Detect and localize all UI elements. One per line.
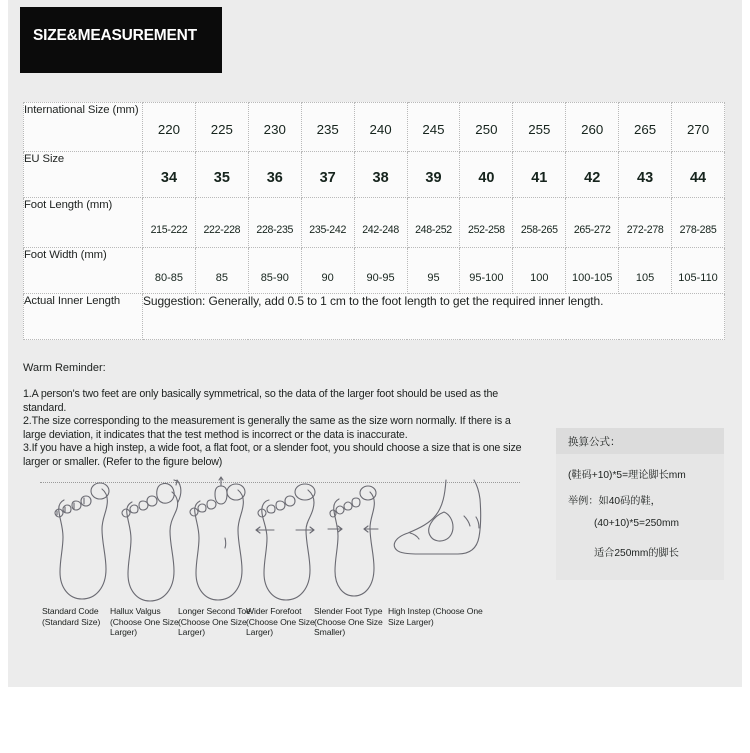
table-cell: 100-105 <box>566 248 619 294</box>
row-label-actual-inner-length: Actual Inner Length <box>24 294 143 340</box>
table-cell: 252-258 <box>460 198 513 248</box>
title-banner <box>20 7 222 73</box>
conversion-formula-line: 适合250mm的脚长 <box>594 548 679 559</box>
table-cell: 222-228 <box>195 198 248 248</box>
figure-caption: Standard Code (Standard Size) <box>42 606 101 627</box>
table-row <box>24 248 725 294</box>
figure-caption: High Instep (Choose One Size Larger) <box>388 606 483 627</box>
row-label-foot-length: Foot Length (mm) <box>24 198 143 248</box>
table-cell: 43 <box>619 152 672 198</box>
row-label-international-size: International Size (mm) <box>24 103 143 152</box>
table-cell: 225 <box>195 103 248 152</box>
table-cell: 265 <box>619 103 672 152</box>
size-chart-table <box>23 102 725 340</box>
warm-reminder-note: 1.A person's two feet are only basically symmetrical, so the data of the larger foot should be used as the standard. <box>23 388 499 414</box>
table-cell: 36 <box>248 152 301 198</box>
figure-slender-foot <box>314 476 394 638</box>
table-cell: 90-95 <box>354 248 407 294</box>
warm-reminder <box>23 362 533 470</box>
table-cell: 105 <box>619 248 672 294</box>
conversion-formula-box <box>556 428 724 580</box>
table-cell: 85-90 <box>248 248 301 294</box>
table-cell: 90 <box>301 248 354 294</box>
row-label-eu-size: EU Size <box>24 152 143 198</box>
table-cell: 41 <box>513 152 566 198</box>
table-row <box>24 294 725 340</box>
inner-length-suggestion: Suggestion: Generally, add 0.5 to 1 cm to the foot length to get the required inner length. <box>143 294 725 340</box>
conversion-formula-title: 换算公式： <box>568 436 621 448</box>
figure-caption: Hallux Valgus (Choose One Size Larger) <box>110 606 179 638</box>
table-cell: 39 <box>407 152 460 198</box>
figure-caption: Longer Second Toe (Choose One Size Larger) <box>178 606 251 638</box>
table-cell: 272-278 <box>619 198 672 248</box>
figure-caption: Slender Foot Type (Choose One Size Smaller) <box>314 606 383 638</box>
table-cell: 105-110 <box>672 248 725 294</box>
figure-caption: Wider Forefoot (Choose One Size Larger) <box>246 606 315 638</box>
table-cell: 228-235 <box>248 198 301 248</box>
table-cell: 220 <box>143 103 196 152</box>
foot-type-figures <box>30 476 530 676</box>
conversion-formula-line: (40+10)*5=250mm <box>594 518 679 529</box>
warm-reminder-note: 2.The size corresponding to the measurement is generally the same as the size worn normally. If there is a large deviation, it indicates that the test method is incorrect or the data is inaccurate. <box>23 415 511 441</box>
row-label-foot-width: Foot Width (mm) <box>24 248 143 294</box>
table-cell: 37 <box>301 152 354 198</box>
table-cell: 278-285 <box>672 198 725 248</box>
table-cell: 95 <box>407 248 460 294</box>
table-cell: 38 <box>354 152 407 198</box>
table-row <box>24 152 725 198</box>
table-cell: 100 <box>513 248 566 294</box>
table-row <box>24 103 725 152</box>
conversion-formula-line: (鞋码+10)*5=理论脚长mm <box>568 470 686 481</box>
foot-sole-slender-icon <box>314 476 394 604</box>
foot-profile-high-instep-icon <box>388 476 493 604</box>
table-cell: 44 <box>672 152 725 198</box>
table-cell: 235 <box>301 103 354 152</box>
table-cell: 240 <box>354 103 407 152</box>
table-cell: 245 <box>407 103 460 152</box>
table-cell: 35 <box>195 152 248 198</box>
table-cell: 80-85 <box>143 248 196 294</box>
table-cell: 242-248 <box>354 198 407 248</box>
table-cell: 85 <box>195 248 248 294</box>
page-title: SIZE&MEASUREMENT <box>33 27 197 44</box>
figure-high-instep <box>388 476 493 627</box>
table-cell: 95-100 <box>460 248 513 294</box>
table-cell: 250 <box>460 103 513 152</box>
table-cell: 265-272 <box>566 198 619 248</box>
table-cell: 248-252 <box>407 198 460 248</box>
table-cell: 270 <box>672 103 725 152</box>
conversion-formula-line: 举例：如40码的鞋， <box>568 496 661 507</box>
warm-reminder-title: Warm Reminder: <box>23 362 106 374</box>
warm-reminder-note: 3.If you have a high instep, a wide foot, a flat foot, or a slender foot, you should choose a size that is one size larger or smaller. (Refer to the figure below) <box>23 442 522 468</box>
table-cell: 40 <box>460 152 513 198</box>
table-cell: 34 <box>143 152 196 198</box>
table-cell: 260 <box>566 103 619 152</box>
table-cell: 42 <box>566 152 619 198</box>
table-cell: 235-242 <box>301 198 354 248</box>
table-cell: 230 <box>248 103 301 152</box>
table-cell: 215-222 <box>143 198 196 248</box>
table-cell: 258-265 <box>513 198 566 248</box>
table-cell: 255 <box>513 103 566 152</box>
table-row <box>24 198 725 248</box>
